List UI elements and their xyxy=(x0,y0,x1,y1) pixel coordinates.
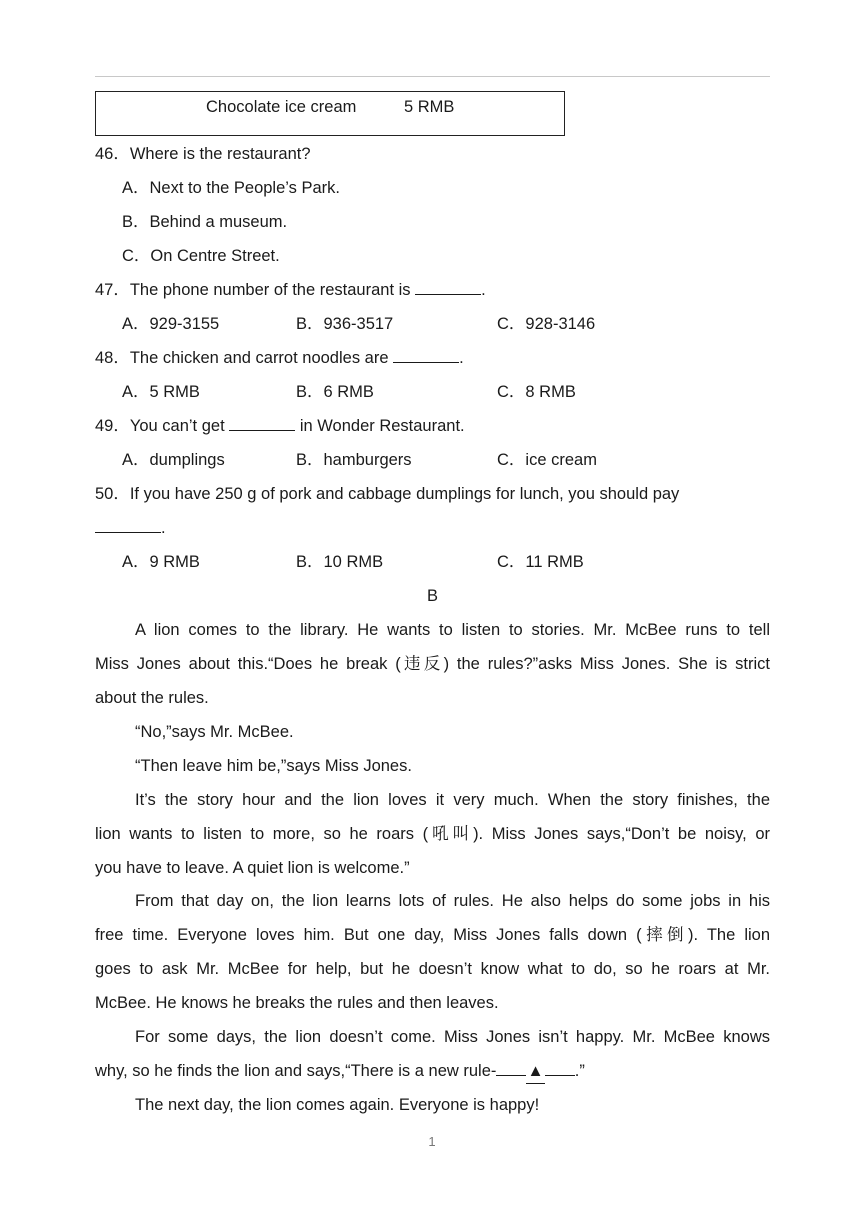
passage-line: free time. Everyone loves him. But one day, Miss Jones falls down (摔倒). The lion xyxy=(95,926,770,944)
question-50-continued: . xyxy=(95,516,166,540)
passage-line: about the rules. xyxy=(95,689,209,707)
q46-option-a: A．Next to the People’s Park. xyxy=(122,179,340,197)
q50-option-b: B．10 RMB xyxy=(296,553,384,571)
question-50: 50．If you have 250 g of pork and cabbage dumplings for lunch, you should pay xyxy=(95,485,680,503)
passage-line: From that day on, the lion learns lots of rules. He also helps do some jobs in his xyxy=(135,892,770,910)
q46-option-c: C．On Centre Street. xyxy=(122,247,280,265)
q47-option-c: C．928-3146 xyxy=(497,315,596,333)
passage-line: For some days, the lion doesn’t come. Miss Jones isn’t happy. Mr. McBee knows xyxy=(135,1028,770,1046)
menu-item-name: Chocolate ice cream xyxy=(206,98,357,116)
q48-option-a: A．5 RMB xyxy=(122,383,200,401)
q47-option-b: B．936-3517 xyxy=(296,315,394,333)
passage-line: McBee. He knows he breaks the rules and then leaves. xyxy=(95,994,499,1012)
answer-blank xyxy=(415,280,481,295)
triangle-marker-icon: ▲ xyxy=(526,1059,544,1084)
passage-line: “No,”says Mr. McBee. xyxy=(135,723,294,741)
passage-line: goes to ask Mr. McBee for help, but he doesn’t know what to do, so he roars at Mr. xyxy=(95,960,770,978)
q49-option-a: A．dumplings xyxy=(122,451,225,469)
menu-item-price: 5 RMB xyxy=(404,98,455,116)
page-number: 1 xyxy=(428,1134,436,1149)
q48-option-b: B．6 RMB xyxy=(296,383,374,401)
q50-option-c: C．11 RMB xyxy=(497,553,584,571)
answer-blank xyxy=(229,416,295,431)
question-48: 48．The chicken and carrot noodles are . xyxy=(95,349,464,367)
q48-option-c: C．8 RMB xyxy=(497,383,576,401)
answer-blank xyxy=(393,348,459,363)
passage-line-with-blank: why, so he finds the lion and says,“There is a new rule- ▲ .” xyxy=(95,1059,585,1084)
question-49: 49．You can’t get in Wonder Restaurant. xyxy=(95,417,465,435)
question-47: 47．The phone number of the restaurant is . xyxy=(95,281,486,299)
answer-blank xyxy=(496,1061,526,1076)
passage-line: lion wants to listen to more, so he roars (吼叫). Miss Jones says,“Don’t be noisy, or xyxy=(95,825,770,843)
passage-line: Miss Jones about this.“Does he break (违反) the rules?”asks Miss Jones. She is strict xyxy=(95,655,770,673)
q46-option-b: B．Behind a museum. xyxy=(122,213,288,231)
q50-option-a: A．9 RMB xyxy=(122,553,200,571)
menu-table-row xyxy=(95,91,565,136)
header-rule xyxy=(95,76,770,77)
question-46: 46．Where is the restaurant? xyxy=(95,145,311,163)
q47-option-a: A．929-3155 xyxy=(122,315,220,333)
passage-line: “Then leave him be,”says Miss Jones. xyxy=(135,757,412,775)
answer-blank xyxy=(95,518,161,533)
passage-line: The next day, the lion comes again. Everyone is happy! xyxy=(135,1096,540,1114)
q49-option-c: C．ice cream xyxy=(497,451,597,469)
passage-line: It’s the story hour and the lion loves it very much. When the story finishes, the xyxy=(135,791,770,809)
passage-line: you have to leave. A quiet lion is welcome.” xyxy=(95,859,410,877)
passage-line: A lion comes to the library. He wants to listen to stories. Mr. McBee runs to tell xyxy=(135,621,770,639)
answer-blank xyxy=(545,1061,575,1076)
q49-option-b: B．hamburgers xyxy=(296,451,412,469)
section-heading: B xyxy=(426,587,438,605)
